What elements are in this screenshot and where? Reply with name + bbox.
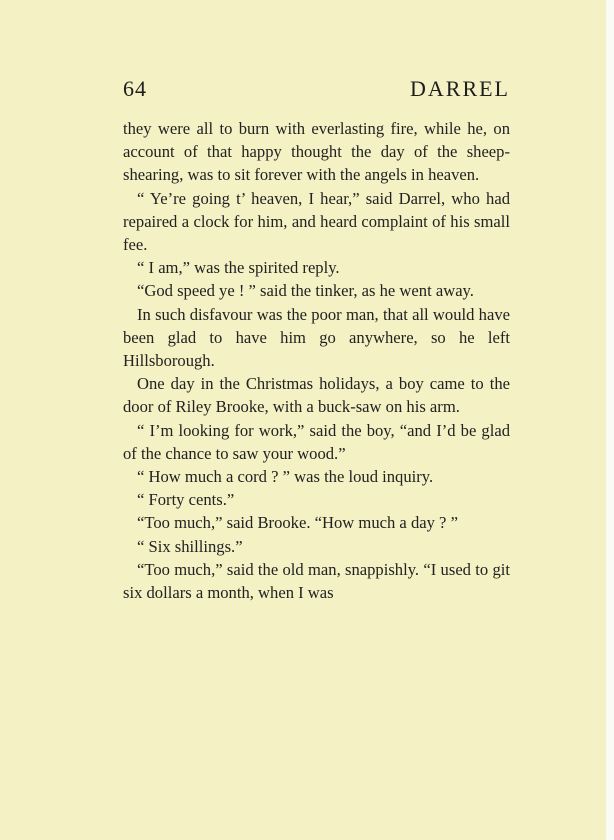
page-edge (606, 0, 614, 840)
paragraph: “ I am,” was the spirited reply. (137, 258, 340, 278)
paragraph: “ How much a cord ? ” was the loud inquiry. (137, 467, 434, 487)
paragraph: “Too much,” said the old man, snappishly. “I used to git six dollars a month, when I was (123, 559, 510, 603)
paragraph: One day in the Christmas holidays, a boy came to the door of Riley Brooke, with a buck-saw on his arm. (123, 374, 510, 417)
paragraph: “Too much,” said Brooke. “How much a day ? ” (137, 513, 458, 533)
paragraph: “God speed ye ! ” said the tinker, as he went away. (137, 281, 474, 301)
running-head: DARREL (410, 76, 510, 101)
page-number: 64 (123, 76, 147, 101)
paragraph: “ I’m looking for work,” said the boy, “and I’d be glad of the chance to saw your wood.” (123, 420, 510, 463)
paragraph: “ Forty cents.” (137, 490, 235, 510)
paragraph: In such disfavour was the poor man, that all would have been glad to have him go anywhere, so he left Hillsborough. (123, 304, 510, 371)
body-text (123, 117, 510, 604)
page-header (123, 76, 510, 104)
paragraph: they were all to burn with everlasting fire, while he, on account of that happy thought the day of the sheep-shearing, was to sit forever with the angels in heaven. (123, 119, 510, 185)
paragraph: “ Six shillings.” (137, 536, 243, 556)
paragraph: “ Ye’re going t’ heaven, I hear,” said Darrel, who had repaired a clock for him, and heard complaint of his small fee. (123, 188, 510, 255)
